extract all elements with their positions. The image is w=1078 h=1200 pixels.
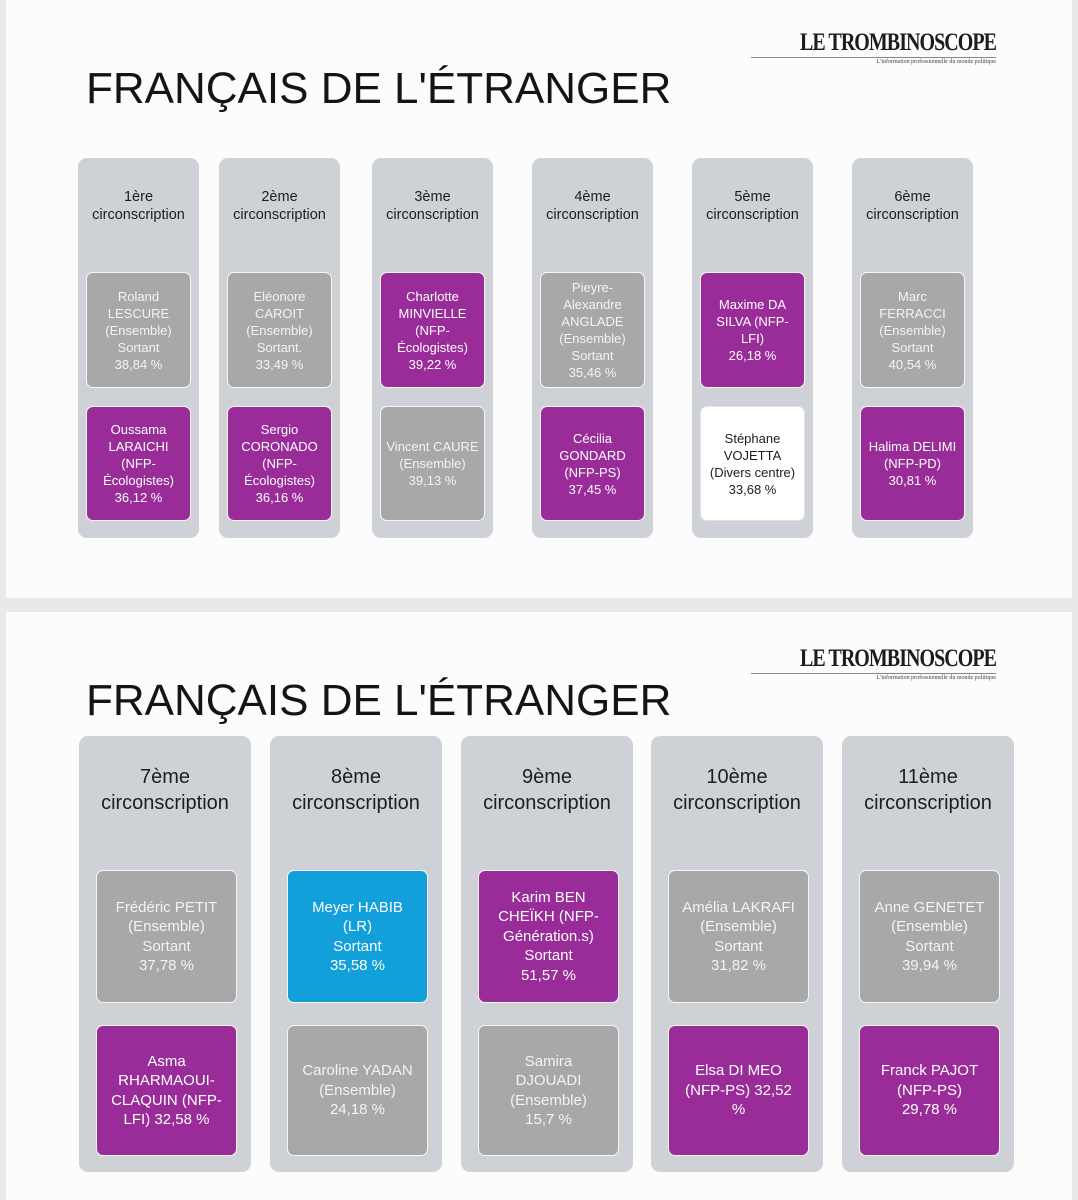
candidate-card-bottom <box>668 1025 809 1156</box>
candidate-card-top <box>668 870 809 1003</box>
circonscription-column <box>852 158 973 538</box>
candidate-card-bottom <box>860 406 965 521</box>
circonscription-column <box>78 158 199 538</box>
column-header: 3ème circonscription <box>386 189 479 223</box>
candidate-card-bottom <box>540 406 645 521</box>
candidate-text: Sergio CORONADO (NFP- Écologistes) 36,16 % <box>241 422 318 505</box>
candidate-text: Oussama LARAICHI (NFP- Écologistes) 36,12 % <box>103 422 174 505</box>
candidate-card-top <box>478 870 619 1003</box>
candidate-text: Halima DELIMI (NFP-PD) 30,81 % <box>868 439 957 488</box>
candidate-text: Anne GENETET (Ensemble) Sortant 39,94 % <box>874 898 985 974</box>
circonscription-column <box>79 736 251 1172</box>
candidate-card-bottom <box>227 406 332 521</box>
candidate-text: Amélia LAKRAFI (Ensemble) Sortant 31,82 % <box>682 898 795 974</box>
candidate-card-top <box>287 870 428 1003</box>
candidate-text: Frédéric PETIT (Ensemble) Sortant 37,78 % <box>115 898 218 974</box>
circonscription-column <box>461 736 633 1172</box>
candidate-text: Pieyre- Alexandre ANGLADE (Ensemble) Sortant 35,46 % <box>559 280 626 380</box>
column-header: 10ème circonscription <box>673 766 801 814</box>
brand-logo <box>751 30 996 65</box>
circonscription-column <box>219 158 340 538</box>
candidate-text: Vincent CAURE (Ensemble) 39,13 % <box>386 439 479 488</box>
candidate-text: Asma RHARMAOUI- CLAQUIN (NFP- LFI) 32,58 % <box>111 1052 222 1128</box>
candidate-card-top <box>86 272 191 388</box>
candidate-text: Marc FERRACCI (Ensemble) Sortant 40,54 % <box>879 288 946 372</box>
candidate-card-bottom <box>96 1025 237 1156</box>
column-header: 2ème circonscription <box>233 189 326 223</box>
column-header: 11ème circonscription <box>864 766 992 814</box>
candidate-card-bottom <box>700 406 805 521</box>
candidate-text: Caroline YADAN (Ensemble) 24,18 % <box>302 1062 413 1119</box>
slide-top <box>6 0 1072 598</box>
candidate-text: Samira DJOUADI (Ensemble) 15,7 % <box>510 1052 587 1128</box>
brand-name: LE TROMBINOSCOPE <box>800 645 996 672</box>
candidate-text: Elsa DI MEO (NFP-PS) 32,52 % <box>685 1062 792 1119</box>
column-header: 6ème circonscription <box>866 189 959 223</box>
circonscription-column <box>270 736 442 1172</box>
brand-name: LE TROMBINOSCOPE <box>800 29 996 56</box>
candidate-card-bottom <box>859 1025 1000 1156</box>
candidate-card-top <box>540 272 645 388</box>
page-title: FRANÇAIS DE L'ÉTRANGER <box>86 676 672 725</box>
page-title: FRANÇAIS DE L'ÉTRANGER <box>86 64 672 113</box>
candidate-text: Cécilia GONDARD (NFP-PS) 37,45 % <box>559 430 626 497</box>
candidate-text: Roland LESCURE (Ensemble) Sortant 38,84 % <box>105 288 172 372</box>
circonscription-column <box>842 736 1014 1172</box>
brand-tagline: L'information professionnelle du monde politique <box>751 57 996 65</box>
candidate-card-top <box>380 272 485 388</box>
column-header: 9ème circonscription <box>483 766 611 814</box>
candidate-card-top <box>227 272 332 388</box>
column-header: 1ère circonscription <box>92 189 185 223</box>
candidate-text: Meyer HABIB (LR) Sortant 35,58 % <box>312 898 403 974</box>
candidate-text: Stéphane VOJETTA (Divers centre) 33,68 % <box>709 430 796 497</box>
candidate-card-top <box>860 272 965 388</box>
circonscription-column <box>372 158 493 538</box>
column-header: 5ème circonscription <box>706 189 799 223</box>
column-header: 4ème circonscription <box>546 189 639 223</box>
candidate-card-bottom <box>287 1025 428 1156</box>
column-header: 8ème circonscription <box>292 766 420 814</box>
candidate-text: Karim BEN CHEÏKH (NFP- Génération.s) Sortant 51,57 % <box>498 888 599 984</box>
brand-tagline: L'information professionnelle du monde politique <box>751 673 996 681</box>
candidate-card-bottom <box>86 406 191 521</box>
circonscription-column <box>532 158 653 538</box>
slide-bottom <box>6 612 1072 1200</box>
candidate-card-top <box>859 870 1000 1003</box>
candidate-card-top <box>700 272 805 388</box>
circonscription-column <box>692 158 813 538</box>
column-header: 7ème circonscription <box>101 766 229 814</box>
candidate-text: Eléonore CAROIT (Ensemble) Sortant. 33,49 % <box>246 288 313 372</box>
candidate-text: Charlotte MINVIELLE (NFP- Écologistes) 39,22 % <box>397 288 468 372</box>
candidate-card-top <box>96 870 237 1003</box>
circonscription-column <box>651 736 823 1172</box>
candidate-text: Franck PAJOT (NFP-PS) 29,78 % <box>880 1062 979 1119</box>
candidate-card-bottom <box>380 406 485 521</box>
candidate-text: Maxime DA SILVA (NFP-LFI) 26,18 % <box>716 297 789 363</box>
candidate-card-bottom <box>478 1025 619 1156</box>
brand-logo <box>751 646 996 681</box>
